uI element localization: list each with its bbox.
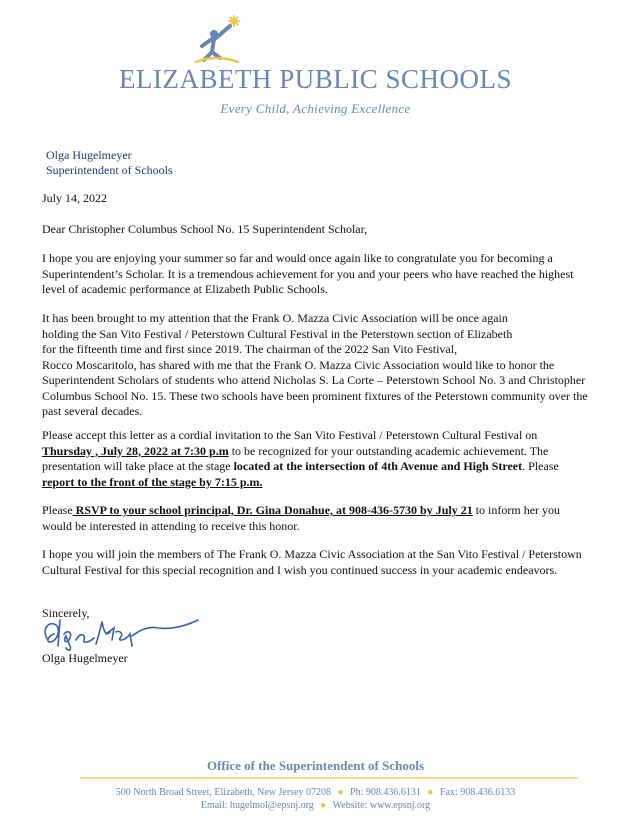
p3-text-2: to be recognized for your outstanding academic achievement. The presentation will take place at the stage — [42, 443, 549, 473]
paragraph-rsvp — [42, 503, 590, 534]
paragraph-congratulations: I hope you are enjoying your summer so far and would once again like to congratulate you for becoming a Superintendent’s Scholar. It is a tremendous achievement for you and your peers who have reached the highest level of academic performance at Elizabeth Public Schools. — [42, 251, 574, 296]
handwritten-signature — [40, 612, 202, 652]
closing: Sincerely, — [42, 606, 90, 620]
paragraph-festival-honor — [42, 311, 590, 420]
p2-line-3: for the fifteenth time and first since 2019. The chairman of the 2022 San Vito Festival, — [42, 342, 458, 356]
event-date: Thursday , July 28, 2022 at 7:30 p.m — [42, 443, 229, 458]
footer-email[interactable]: Email: hugelmol@epsnj.org — [200, 800, 314, 811]
p3-text-3: . Please — [522, 459, 559, 473]
report-time: report to the front of the stage by 7:15 p.m. — [42, 474, 263, 489]
p2-line-1: It has been brought to my attention that the Frank O. Mazza Civic Association will be once again — [42, 311, 508, 325]
paragraph-invitation — [42, 428, 590, 490]
separator-dot-icon: ● — [337, 787, 344, 798]
letter-date: July 14, 2022 — [42, 191, 108, 205]
logo-tagline: Every Child, Achieving Excellence — [220, 101, 411, 116]
sender-name: Olga Hugelmeyer — [46, 148, 132, 162]
separator-dot-icon: ● — [320, 800, 327, 811]
separator-dot-icon: ● — [427, 787, 434, 798]
p4-text-1: Please — [42, 503, 73, 517]
footer-website[interactable]: Website: www.epsnj.org — [332, 800, 431, 811]
signer-name: Olga Hugelmeyer — [42, 651, 128, 665]
school-logo-icon — [190, 12, 246, 70]
footer-phone: Ph: 908.436.6131 — [350, 787, 421, 798]
sender-title: Superintendent of Schools — [46, 163, 173, 177]
p3-text-1: Please accept this letter as a cordial invitation to the San Vito Festival / Peterstown Cultural Festival on — [42, 428, 538, 442]
footer-divider — [80, 777, 578, 779]
salutation: Dear Christopher Columbus School No. 15 Superintendent Scholar, — [42, 222, 368, 236]
logo-title: ELIZABETH PUBLIC SCHOOLS — [118, 64, 512, 94]
p2-line-2: holding the San Vito Festival / Peterstown Cultural Festival in the Peterstown section of Elizabeth — [42, 326, 513, 341]
footer-office-title: Office of the Superintendent of Schools — [206, 758, 425, 773]
footer-address-line — [0, 787, 631, 798]
paragraph-closing-wish: I hope you will join the members of The Frank O. Mazza Civic Association at the San Vito Festival / Peterstown Cultural Festival for this special recognition and I wish you continued success in your academic endeavors. — [42, 547, 582, 577]
p4-text-2: to inform her you would be interested in attending to receive this honor. — [42, 503, 561, 533]
p2-line-4: Rocco Moscaritolo, has shared with me that the Frank O. Mazza Civic Association would like to honor the Superintendent Scholars of students who attend Nicholas S. La Corte – Peterstown School No. 3 and Christopher Columbus School No. 15. These two schools have been prominent fixtures of the Peterstown community over the past several decades. — [42, 357, 588, 418]
footer-contact-line — [0, 800, 631, 811]
event-location: located at the intersection of 4th Avenue and High Street — [230, 459, 523, 473]
rsvp-instructions: RSVP to your school principal, Dr. Gina Donahue, at 908-436-5730 by July 21 — [72, 503, 473, 517]
footer-fax: Fax: 908.436.6133 — [439, 787, 516, 798]
footer-address: 500 North Broad Street, Elizabeth, New Jersey 07208 — [115, 787, 331, 798]
